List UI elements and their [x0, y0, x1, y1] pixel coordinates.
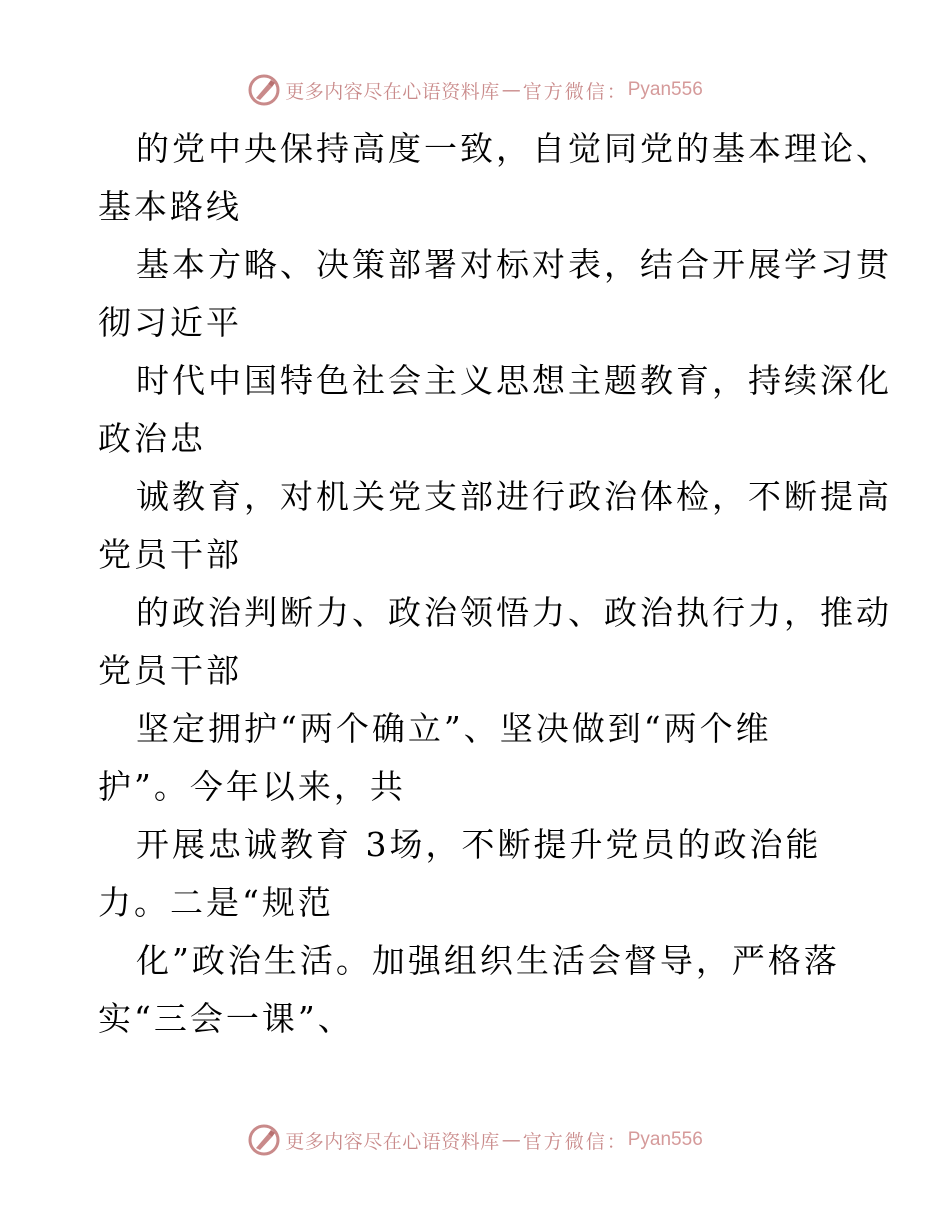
text-line: 基本路线 [98, 187, 242, 226]
watermark-label: 官方微信： [522, 1130, 628, 1153]
text-line: 的党中央保持高度一致，自觉同党的基本理论、 [136, 129, 892, 168]
text-line: 化”政治生活。加强组织生活会督导，严格落 [136, 941, 840, 980]
text-line: 的政治判断力、政治领悟力、政治执行力，推动 [136, 593, 892, 632]
watermark-text: 更多内容尽在心语资料库 [285, 1130, 500, 1153]
text-line: 彻习近平 [98, 303, 242, 342]
footer-watermark [0, 1120, 950, 1160]
text-line: 党员干部 [98, 651, 242, 690]
text-line: 力。二是“规范 [98, 883, 334, 922]
text-line: 护”。今年以来，共 [98, 767, 406, 806]
text-line: 时代中国特色社会主义思想主题教育，持续深化 [136, 361, 892, 400]
text-line: 基本方略、决策部署对标对表，结合开展学习贯 [136, 245, 892, 284]
watermark-dash: — [501, 79, 521, 101]
pen-seal-icon [247, 1123, 281, 1157]
text-line: 坚定拥护“两个确立”、坚决做到“两个维 [136, 709, 772, 748]
document-body [98, 120, 892, 1048]
watermark-id: Pyan556 [627, 1129, 703, 1150]
header-watermark [0, 70, 950, 110]
watermark-id: Pyan556 [627, 79, 703, 100]
watermark-text: 更多内容尽在心语资料库 [285, 80, 500, 103]
watermark-label: 官方微信： [522, 80, 628, 103]
text-line: 诚教育，对机关党支部进行政治体检，不断提高 [136, 477, 892, 516]
pen-seal-icon [247, 73, 281, 107]
watermark-dash: — [501, 1129, 521, 1151]
text-line: 实“三会一课”、 [98, 999, 354, 1038]
text-line: 党员干部 [98, 535, 242, 574]
text-line: 开展忠诚教育 3场，不断提升党员的政治能 [136, 825, 822, 864]
text-line: 政治忠 [98, 419, 206, 458]
